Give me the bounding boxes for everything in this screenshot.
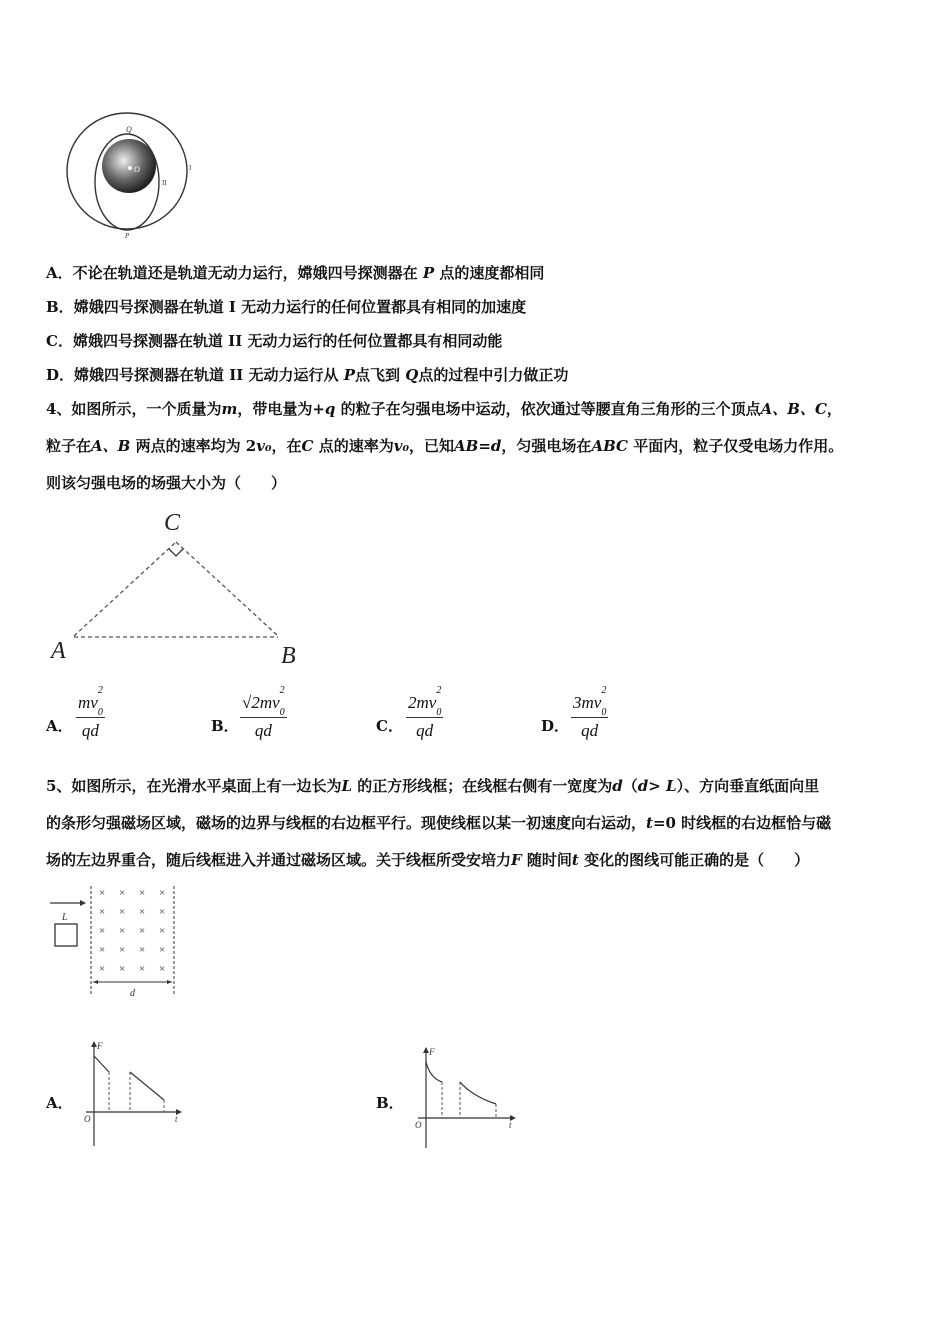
label-orbit-i: I	[189, 164, 192, 172]
q4-stem-line1: 4、如图所示，一个质量为m，带电量为+q 的粒子在匀强电场中运动，依次通过等腰直角三角形的三个顶点A、B、C，	[46, 400, 842, 418]
svg-text:×: ×	[159, 944, 166, 956]
curve-2	[460, 1082, 496, 1104]
svg-text:×: ×	[99, 963, 106, 975]
label-o: O	[84, 1114, 91, 1124]
q5-option-a-letter: A．	[46, 1094, 73, 1112]
q4-stem-line2: 粒子在A、B 两点的速率均为 2v₀，在C 点的速率为v₀，已知AB=d，匀强电场在ABC 平面内，粒子仅受电场力作用。	[46, 437, 844, 455]
svg-text:×: ×	[119, 906, 126, 918]
label-o: O	[415, 1120, 422, 1130]
q4-option-d-letter: D．	[541, 717, 570, 735]
label-c: C	[164, 510, 181, 536]
label-orbit-ii: II	[162, 179, 167, 187]
graph-option-b	[410, 1044, 525, 1152]
q4-option-c-letter: C．	[376, 717, 403, 735]
svg-text:×: ×	[159, 887, 166, 899]
right-angle-mark	[169, 549, 183, 556]
svg-text:×: ×	[119, 925, 126, 937]
label-f: F	[97, 1041, 103, 1051]
label-t: t	[175, 1114, 178, 1124]
label-q: Q	[126, 125, 132, 134]
moon-body	[102, 139, 156, 193]
graph-option-a	[80, 1038, 190, 1150]
q4-option-b-letter: B．	[211, 717, 239, 735]
label-b: B	[281, 643, 296, 668]
q3-option-d: D．嫦娥四号探测器在轨道 II 无动力运行从 P点飞到 Q点的过程中引力做正功	[46, 366, 569, 384]
field-figure	[44, 882, 184, 1000]
q4-option-a-formula: mv 2 $_0$ qd	[78, 685, 103, 741]
q3-option-a: A．不论在轨道还是轨道无动力运行，嫦娥四号探测器在 P 点的速度都相同	[46, 264, 545, 282]
label-o: O	[134, 165, 140, 174]
svg-text:×: ×	[99, 925, 106, 937]
svg-text:×: ×	[159, 925, 166, 937]
label-p: P	[125, 232, 130, 240]
svg-text:×: ×	[119, 944, 126, 956]
svg-text:×: ×	[139, 887, 146, 899]
q4-stem-line3: 则该匀强电场的场强大小为（ ）	[46, 474, 287, 492]
svg-text:×: ×	[119, 887, 126, 899]
svg-text:×: ×	[139, 963, 146, 975]
orbit-figure	[62, 108, 202, 240]
field-crosses	[99, 887, 165, 975]
label-d: d	[130, 988, 135, 999]
curve-1	[426, 1062, 442, 1082]
side-cb	[176, 542, 278, 636]
svg-text:×: ×	[99, 906, 106, 918]
velocity-arrow-head	[80, 900, 86, 906]
label-f: F	[429, 1047, 435, 1057]
square-frame	[55, 924, 77, 946]
triangle-figure	[48, 506, 308, 668]
q5-stem-line3: 场的左边界重合，随后线框进入并通过磁场区域。关于线框所受安培力F 随时间t 变化的图线可能正确的是（ ）	[46, 851, 810, 869]
center-dot	[128, 166, 132, 170]
svg-text:×: ×	[139, 906, 146, 918]
svg-text:×: ×	[139, 925, 146, 937]
svg-text:×: ×	[99, 887, 106, 899]
label-t: t	[509, 1120, 512, 1130]
svg-text:×: ×	[119, 963, 126, 975]
q4-option-a-letter: A．	[46, 717, 73, 735]
curve-2	[130, 1072, 164, 1100]
side-ac	[74, 542, 176, 636]
curve-1	[94, 1056, 109, 1072]
label-a: A	[51, 638, 66, 664]
svg-text:×: ×	[99, 944, 106, 956]
q4-option-c-formula: 2mv 2 $_0$ qd	[408, 685, 442, 741]
q5-stem-line1: 5、如图所示，在光滑水平桌面上有一边长为L 的正方形线框；在线框右侧有一宽度为d（d> L）、方向垂直纸面向里	[46, 777, 820, 795]
q4-option-d-formula: 3mv 2 $_0$ qd	[573, 685, 607, 741]
svg-text:×: ×	[159, 963, 166, 975]
svg-text:×: ×	[159, 906, 166, 918]
svg-text:×: ×	[139, 944, 146, 956]
q5-stem-line2: 的条形匀强磁场区域，磁场的边界与线框的右边框平行。现使线框以某一初速度向右运动，t=0 时线框的右边框恰与磁	[46, 814, 832, 832]
q4-option-b-formula: √2mv 2 $_0$ qd	[242, 685, 285, 741]
q3-option-c: C．嫦娥四号探测器在轨道 II 无动力运行的任何位置都具有相同动能	[46, 332, 503, 350]
q3-option-b: B．嫦娥四号探测器在轨道 I 无动力运行的任何位置都具有相同的加速度	[46, 298, 527, 316]
q5-option-b-letter: B．	[376, 1094, 404, 1112]
label-l: L	[62, 912, 68, 923]
